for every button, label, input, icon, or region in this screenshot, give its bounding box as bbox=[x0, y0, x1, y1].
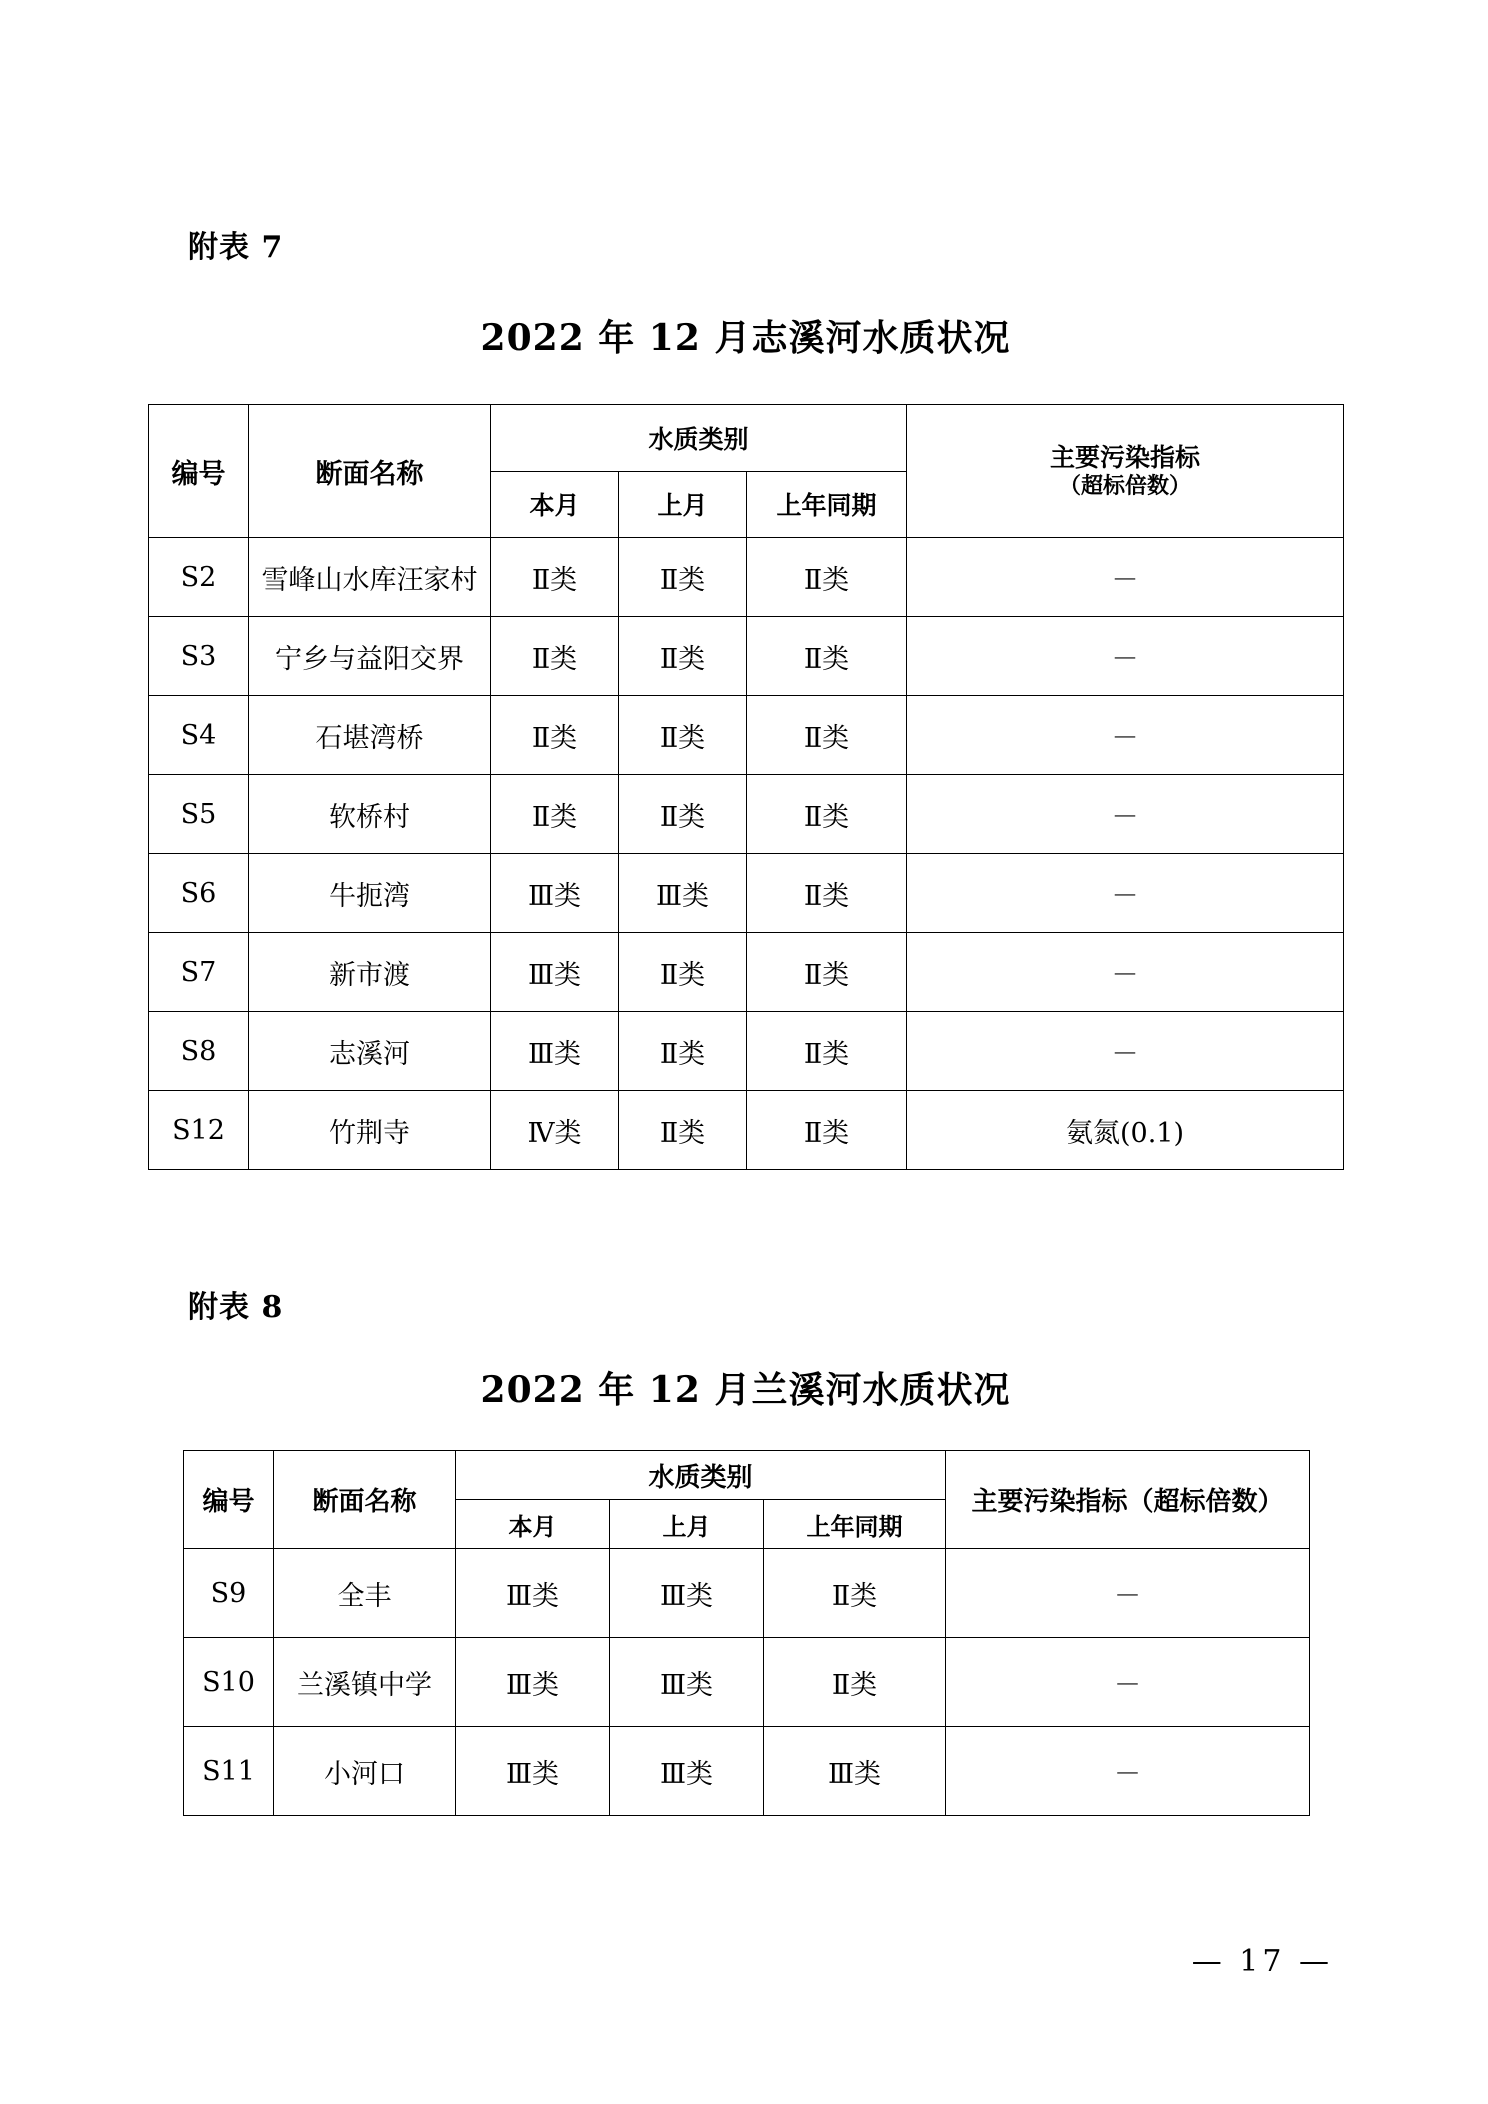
header-id: 编号 bbox=[184, 1451, 274, 1549]
cell-id: S11 bbox=[184, 1727, 274, 1816]
header-this-month: 本月 bbox=[456, 1500, 610, 1549]
attachment-label-8: 附表 8 bbox=[188, 1290, 284, 1325]
cell-id: S6 bbox=[149, 854, 249, 933]
table-row bbox=[149, 538, 1344, 617]
table-row bbox=[149, 696, 1344, 775]
cell-last-month: Ⅱ类 bbox=[619, 538, 747, 617]
cell-id: S10 bbox=[184, 1638, 274, 1727]
cell-section-name: 兰溪镇中学 bbox=[274, 1638, 456, 1727]
cell-id: S5 bbox=[149, 775, 249, 854]
table-row bbox=[149, 1091, 1344, 1170]
table-row bbox=[184, 1549, 1310, 1638]
cell-this-month: Ⅲ类 bbox=[456, 1727, 610, 1816]
cell-last-month: Ⅱ类 bbox=[619, 1012, 747, 1091]
cell-last-month: Ⅲ类 bbox=[619, 854, 747, 933]
cell-pollutant: － bbox=[907, 696, 1344, 775]
cell-last-month: Ⅱ类 bbox=[619, 617, 747, 696]
table-title-8: 2022 年 12 月兰溪河水质状况 bbox=[480, 1369, 1011, 1411]
cell-same-period: Ⅱ类 bbox=[747, 933, 907, 1012]
cell-last-month: Ⅲ类 bbox=[610, 1549, 764, 1638]
cell-last-month: Ⅱ类 bbox=[619, 775, 747, 854]
header-water-quality-category: 水质类别 bbox=[456, 1451, 946, 1500]
cell-same-period: Ⅱ类 bbox=[747, 538, 907, 617]
cell-same-period: Ⅱ类 bbox=[747, 854, 907, 933]
cell-section-name: 牛扼湾 bbox=[249, 854, 491, 933]
table-row bbox=[149, 933, 1344, 1012]
water-quality-table-8-wrapper bbox=[183, 1450, 1309, 1816]
cell-id: S12 bbox=[149, 1091, 249, 1170]
cell-this-month: Ⅲ类 bbox=[456, 1549, 610, 1638]
table-row bbox=[149, 1012, 1344, 1091]
header-main-pollutant: 主要污染指标（超标倍数） bbox=[946, 1451, 1310, 1549]
page-number: — 17 — bbox=[1191, 1944, 1333, 1979]
cell-last-month: Ⅱ类 bbox=[619, 933, 747, 1012]
header-last-month: 上月 bbox=[610, 1500, 764, 1549]
table-row bbox=[149, 617, 1344, 696]
cell-id: S3 bbox=[149, 617, 249, 696]
cell-this-month: Ⅱ类 bbox=[491, 538, 619, 617]
cell-pollutant: － bbox=[907, 1012, 1344, 1091]
header-main-pollutant-line1: 主要污染指标 bbox=[1049, 442, 1200, 472]
header-same-period-last-year: 上年同期 bbox=[747, 471, 907, 538]
cell-section-name: 软桥村 bbox=[249, 775, 491, 854]
cell-this-month: Ⅱ类 bbox=[491, 617, 619, 696]
header-main-pollutant bbox=[907, 405, 1344, 538]
cell-id: S8 bbox=[149, 1012, 249, 1091]
header-section-name: 断面名称 bbox=[249, 405, 491, 538]
cell-last-month: Ⅲ类 bbox=[610, 1638, 764, 1727]
cell-pollutant: － bbox=[946, 1638, 1310, 1727]
cell-this-month: Ⅲ类 bbox=[491, 933, 619, 1012]
header-main-pollutant-line2: （超标倍数） bbox=[1058, 472, 1191, 499]
cell-pollutant: － bbox=[946, 1727, 1310, 1816]
cell-pollutant: － bbox=[907, 775, 1344, 854]
cell-section-name: 小河口 bbox=[274, 1727, 456, 1816]
cell-same-period: Ⅱ类 bbox=[764, 1638, 946, 1727]
cell-section-name: 竹荆寺 bbox=[249, 1091, 491, 1170]
cell-pollutant: － bbox=[907, 617, 1344, 696]
cell-last-month: Ⅲ类 bbox=[610, 1727, 764, 1816]
table-row bbox=[149, 854, 1344, 933]
cell-same-period: Ⅱ类 bbox=[747, 1091, 907, 1170]
cell-pollutant: － bbox=[907, 854, 1344, 933]
cell-same-period: Ⅱ类 bbox=[747, 775, 907, 854]
header-id: 编号 bbox=[149, 405, 249, 538]
cell-pollutant: － bbox=[907, 933, 1344, 1012]
table-row bbox=[149, 775, 1344, 854]
cell-last-month: Ⅱ类 bbox=[619, 696, 747, 775]
cell-id: S7 bbox=[149, 933, 249, 1012]
table-header-row bbox=[184, 1451, 1310, 1500]
cell-same-period: Ⅲ类 bbox=[764, 1727, 946, 1816]
table-row bbox=[184, 1727, 1310, 1816]
cell-this-month: Ⅳ类 bbox=[491, 1091, 619, 1170]
header-last-month: 上月 bbox=[619, 471, 747, 538]
cell-this-month: Ⅲ类 bbox=[491, 854, 619, 933]
cell-pollutant: － bbox=[907, 538, 1344, 617]
cell-id: S9 bbox=[184, 1549, 274, 1638]
water-quality-table-8 bbox=[183, 1450, 1310, 1816]
cell-section-name: 宁乡与益阳交界 bbox=[249, 617, 491, 696]
cell-this-month: Ⅱ类 bbox=[491, 696, 619, 775]
cell-id: S2 bbox=[149, 538, 249, 617]
cell-same-period: Ⅱ类 bbox=[747, 617, 907, 696]
cell-same-period: Ⅱ类 bbox=[747, 1012, 907, 1091]
header-this-month: 本月 bbox=[491, 471, 619, 538]
cell-this-month: Ⅲ类 bbox=[491, 1012, 619, 1091]
header-water-quality-category: 水质类别 bbox=[491, 405, 907, 472]
header-section-name: 断面名称 bbox=[274, 1451, 456, 1549]
cell-section-name: 石堪湾桥 bbox=[249, 696, 491, 775]
table-row bbox=[184, 1638, 1310, 1727]
cell-pollutant: － bbox=[946, 1549, 1310, 1638]
cell-section-name: 新市渡 bbox=[249, 933, 491, 1012]
cell-this-month: Ⅲ类 bbox=[456, 1638, 610, 1727]
cell-id: S4 bbox=[149, 696, 249, 775]
cell-same-period: Ⅱ类 bbox=[747, 696, 907, 775]
cell-this-month: Ⅱ类 bbox=[491, 775, 619, 854]
water-quality-table-7-wrapper bbox=[148, 404, 1343, 1170]
cell-section-name: 雪峰山水库汪家村 bbox=[249, 538, 491, 617]
table-header-row bbox=[149, 405, 1344, 472]
table-title-7: 2022 年 12 月志溪河水质状况 bbox=[480, 317, 1011, 359]
water-quality-table-7 bbox=[148, 404, 1344, 1170]
cell-same-period: Ⅱ类 bbox=[764, 1549, 946, 1638]
header-same-period-last-year: 上年同期 bbox=[764, 1500, 946, 1549]
cell-section-name: 全丰 bbox=[274, 1549, 456, 1638]
cell-pollutant: 氨氮(0.1) bbox=[907, 1091, 1344, 1170]
attachment-label-7: 附表 7 bbox=[188, 230, 284, 265]
cell-last-month: Ⅱ类 bbox=[619, 1091, 747, 1170]
cell-section-name: 志溪河 bbox=[249, 1012, 491, 1091]
